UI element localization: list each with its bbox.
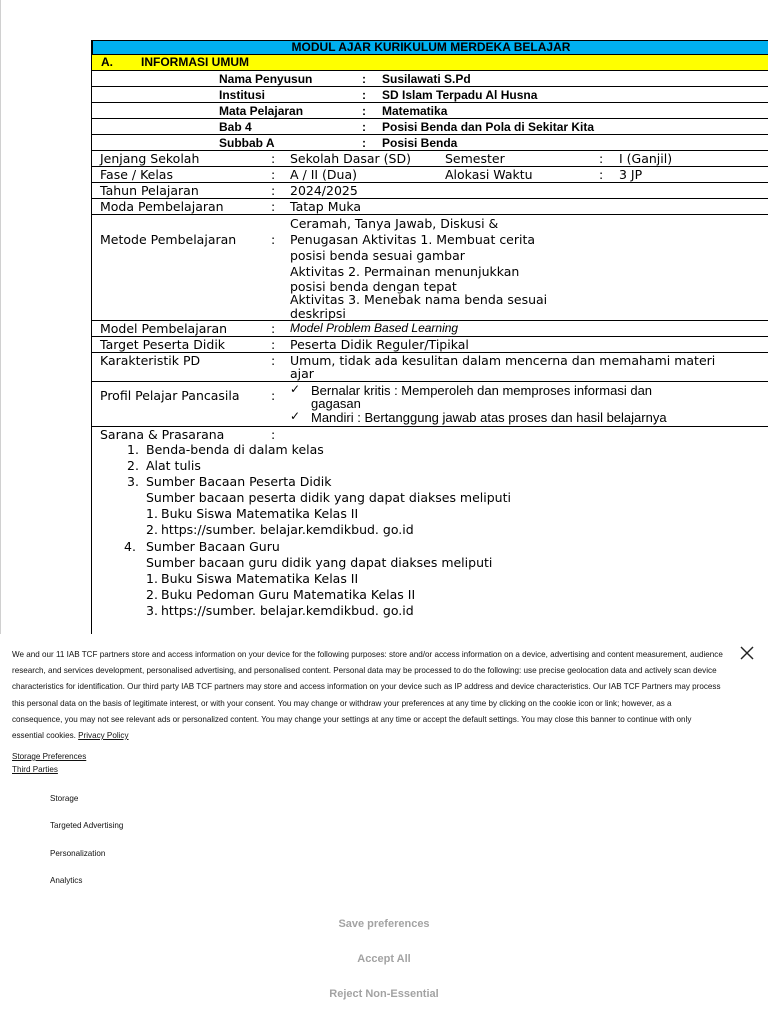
karakteristik-line: Umum, tidak ada kesulitan dalam mencerna dan memahami materi: [290, 353, 716, 368]
info-colon: :: [362, 120, 366, 134]
info-colon: :: [362, 136, 366, 150]
row-colon: :: [599, 167, 604, 182]
info-row-bab: [92, 119, 768, 135]
row-label-alokasi: Alokasi Waktu: [445, 167, 533, 182]
info-colon: :: [362, 88, 366, 102]
list-item: Sumber Bacaan Guru: [146, 539, 280, 554]
section-header: [92, 55, 768, 71]
row-colon: :: [271, 232, 276, 247]
row-fase: [92, 167, 768, 183]
metode-line: posisi benda sesuai gambar: [290, 248, 465, 263]
check-icon: ✓: [290, 382, 301, 396]
row-colon: :: [271, 427, 276, 442]
list-num: 3.: [127, 474, 139, 489]
metode-line: deskripsi: [290, 306, 346, 321]
metode-line: Aktivitas 3. Menebak nama benda sesuai: [290, 292, 548, 307]
row-value: 2024/2025: [290, 183, 358, 198]
row-label: Metode Pembelajaran: [100, 232, 237, 247]
list-item: https://sumber. belajar.kemdikbud. go.id: [161, 522, 414, 537]
module-table: [91, 40, 768, 634]
metode-line: Ceramah, Tanya Jawab, Diskusi &: [290, 216, 499, 231]
row-label: Sarana & Prasarana: [100, 427, 225, 442]
info-label: Bab 4: [219, 120, 252, 134]
row-colon: :: [271, 199, 276, 214]
info-label: Institusi: [219, 88, 266, 102]
info-label: Subbab A: [219, 136, 275, 150]
list-num: 2.: [146, 587, 158, 602]
info-label: Nama Penyusun: [219, 72, 313, 86]
list-num: 4.: [124, 539, 136, 554]
row-model: [92, 321, 768, 337]
profil-item: Bernalar kritis : Memperoleh dan memproses informasi dan: [311, 383, 653, 398]
list-item: Sumber bacaan guru didik yang dapat diakses meliputi: [146, 555, 493, 570]
row-label: Moda Pembelajaran: [100, 199, 224, 214]
page-edge: [0, 0, 1, 634]
list-num: 1.: [146, 506, 158, 521]
row-label: Model Pembelajaran: [100, 321, 228, 336]
list-num: 1.: [146, 571, 158, 586]
privacy-policy-link[interactable]: Privacy Policy: [78, 731, 129, 741]
module-title: MODUL AJAR KURIKULUM MERDEKA BELAJAR: [92, 40, 768, 55]
close-icon-glyph: [739, 645, 755, 661]
list-item: Benda-benda di dalam kelas: [146, 442, 324, 457]
info-row-institusi: [92, 87, 768, 103]
info-colon: :: [362, 72, 366, 86]
metode-line: Aktivitas 2. Permainan menunjukkan: [290, 264, 520, 279]
row-tahun: [92, 183, 768, 199]
row-value: Sekolah Dasar (SD): [290, 151, 411, 166]
row-colon: :: [271, 151, 276, 166]
row-colon: :: [271, 183, 276, 198]
row-sarana: [92, 427, 768, 443]
row-label: Profil Pelajar Pancasila: [100, 388, 240, 403]
category-personalization[interactable]: Personalization: [50, 849, 106, 858]
row-moda: [92, 199, 768, 215]
row-jenjang: [92, 151, 768, 167]
section-title: INFORMASI UMUM: [141, 55, 249, 69]
row-colon: :: [271, 321, 276, 336]
category-analytics[interactable]: Analytics: [50, 876, 83, 885]
category-targeted-advertising[interactable]: Targeted Advertising: [50, 821, 124, 830]
list-item: Sumber bacaan peserta didik yang dapat diakses meliputi: [146, 490, 511, 505]
row-label-semester: Semester: [445, 151, 505, 166]
third-parties-link[interactable]: Third Parties: [12, 765, 58, 774]
info-value: SD Islam Terpadu Al Husna: [382, 88, 538, 102]
row-value: Peserta Didik Reguler/Tipikal: [290, 337, 469, 352]
info-label: Mata Pelajaran: [219, 104, 304, 118]
list-num: 1.: [127, 442, 139, 457]
info-colon: :: [362, 104, 366, 118]
list-item: Buku Siswa Matematika Kelas II: [161, 571, 359, 586]
row-label: Jenjang Sekolah: [100, 151, 200, 166]
save-preferences-button[interactable]: Save preferences: [338, 918, 430, 930]
row-colon: :: [271, 353, 276, 368]
info-value: Posisi Benda dan Pola di Sekitar Kita: [382, 120, 595, 134]
list-item: Alat tulis: [146, 458, 201, 473]
cookie-consent-banner: [0, 634, 768, 1024]
info-row-subbab: [92, 135, 768, 151]
row-value-semester: I (Ganjil): [619, 151, 673, 166]
karakteristik-line: ajar: [290, 366, 314, 381]
row-value: A / II (Dua): [290, 167, 358, 182]
reject-non-essential-button[interactable]: Reject Non-Essential: [329, 988, 439, 1000]
info-value: Matematika: [382, 104, 448, 118]
list-item: Buku Pedoman Guru Matematika Kelas II: [161, 587, 416, 602]
row-colon: :: [271, 337, 276, 352]
list-num: 3.: [146, 603, 158, 618]
accept-all-button[interactable]: Accept All: [357, 953, 411, 965]
info-row-penyusun: [92, 71, 768, 87]
consent-text: [12, 647, 724, 744]
row-label: Fase / Kelas: [100, 167, 173, 182]
consent-body: We and our 11 IAB TCF partners store and access information on your device for the following purposes: store and/or access information on a device, advertising and content measurement, audience research, and services development, personalised advertising, and personalised content. Personal data may be processed to do the following: use precise geolocation data and actively scan device characteristics for identification. Our third party IAB TCF partners may store and access information on your device such as IP address and device characteristics. Our IAB TCF Partners may process this personal data on the basis of legitimate interest, or with your consent. You may change or withdraw your preferences at any time by clicking on the cookie icon or link; however, as a consequence, you may not see relevant ads or personalized content. You may change your settings at any time or accept the default settings. You may close this banner to continue with only essential cookies.: [12, 650, 723, 741]
row-value: Tatap Muka: [290, 199, 362, 214]
close-icon[interactable]: [739, 645, 755, 661]
row-label: Tahun Pelajaran: [100, 183, 199, 198]
row-label: Target Peserta Didik: [100, 337, 226, 352]
metode-line: posisi benda dengan tepat: [290, 279, 457, 294]
category-storage[interactable]: Storage: [50, 794, 79, 803]
info-value: Posisi Benda: [382, 136, 458, 150]
info-row-mapel: [92, 103, 768, 119]
row-karakteristik: [92, 353, 768, 382]
list-item: Sumber Bacaan Peserta Didik: [146, 474, 332, 489]
row-profil: [92, 382, 768, 427]
section-letter: A.: [101, 55, 113, 69]
list-num: 2.: [146, 522, 158, 537]
row-target: [92, 337, 768, 353]
list-num: 2.: [127, 458, 139, 473]
row-label: Karakteristik PD: [100, 353, 201, 368]
list-item: Buku Siswa Matematika Kelas II: [161, 506, 359, 521]
storage-preferences-link[interactable]: Storage Preferences: [12, 752, 87, 761]
row-colon: :: [271, 388, 276, 403]
row-colon: :: [599, 151, 604, 166]
row-value-alokasi: 3 JP: [619, 167, 643, 182]
check-icon: ✓: [290, 409, 301, 423]
row-colon: :: [271, 167, 276, 182]
row-value: Model Problem Based Learning: [290, 321, 459, 335]
profil-item: gagasan: [311, 396, 361, 411]
profil-item: Mandiri : Bertanggung jawab atas proses dan hasil belajarnya: [311, 410, 667, 425]
metode-line: Penugasan Aktivitas 1. Membuat cerita: [290, 232, 536, 247]
info-value: Susilawati S.Pd: [382, 72, 471, 86]
row-metode: [92, 215, 768, 321]
list-item: https://sumber. belajar.kemdikbud. go.id: [161, 603, 414, 618]
